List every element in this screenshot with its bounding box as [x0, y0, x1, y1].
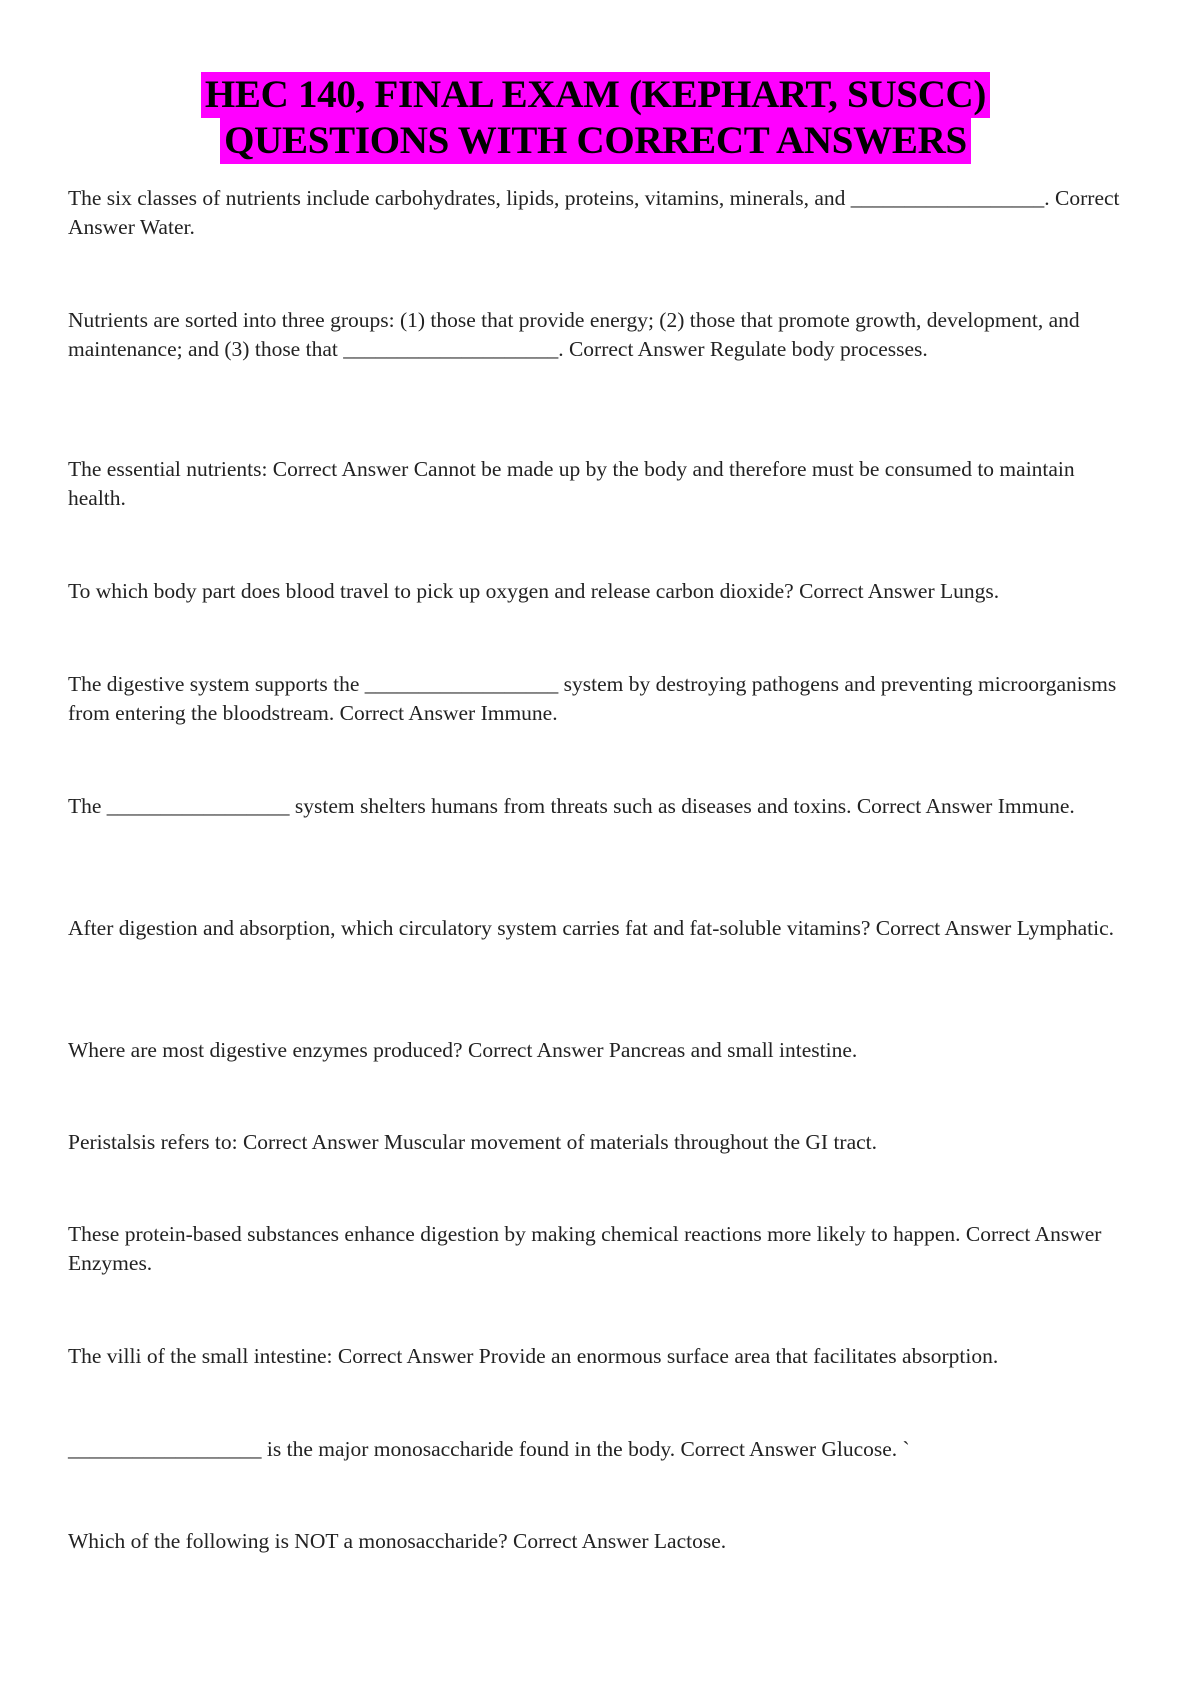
question-item: To which body part does blood travel to pick up oxygen and release carbon dioxide? Correct Answer Lungs. [68, 579, 1000, 603]
question-item: Which of the following is NOT a monosaccharide? Correct Answer Lactose. [68, 1529, 727, 1553]
question-item: After digestion and absorption, which circulatory system carries fat and fat-soluble vitamins? Correct Answer Lymphatic. [68, 916, 1115, 940]
question-item: The six classes of nutrients include carbohydrates, lipids, proteins, vitamins, minerals, and __________________. Correct Answer Water. [68, 186, 1120, 239]
title-line-2: QUESTIONS WITH CORRECT ANSWERS [220, 118, 971, 164]
question-item: The essential nutrients: Correct Answer Cannot be made up by the body and therefore must be consumed to maintain health. [68, 457, 1075, 510]
question-item: __________________ is the major monosaccharide found in the body. Correct Answer Glucose. ` [68, 1437, 910, 1461]
page-title [0, 72, 1191, 164]
question-item: Where are most digestive enzymes produced? Correct Answer Pancreas and small intestine. [68, 1038, 858, 1062]
question-item: Nutrients are sorted into three groups: (1) those that provide energy; (2) those that promote growth, development, and maintenance; and (3) those that ____________________. Correct Answer Regulate body processes. [68, 308, 1080, 361]
question-item: The digestive system supports the __________________ system by destroying pathogens and preventing microorganisms from entering the bloodstream. Correct Answer Immune. [68, 672, 1117, 725]
question-item: The _________________ system shelters humans from threats such as diseases and toxins. Correct Answer Immune. [68, 794, 1075, 818]
question-item: The villi of the small intestine: Correct Answer Provide an enormous surface area that facilitates absorption. [68, 1344, 999, 1368]
question-item: Peristalsis refers to: Correct Answer Muscular movement of materials throughout the GI tract. [68, 1130, 878, 1154]
title-line-1: HEC 140, FINAL EXAM (KEPHART, SUSCC) [201, 72, 990, 118]
question-item: These protein-based substances enhance digestion by making chemical reactions more likely to happen. Correct Answer Enzymes. [68, 1222, 1102, 1275]
